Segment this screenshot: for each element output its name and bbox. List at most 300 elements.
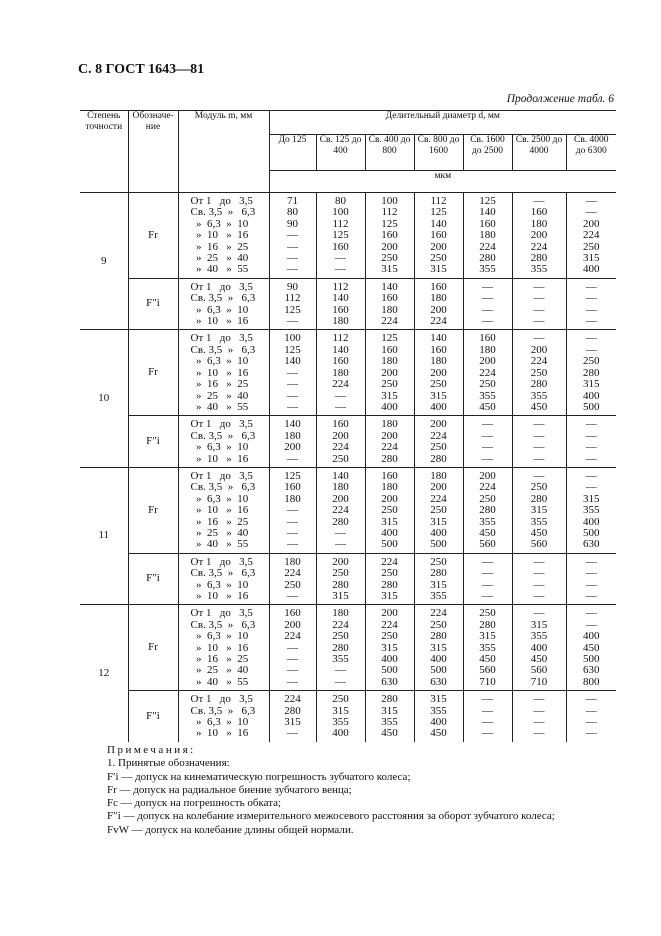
degree-cell: 10 [80,330,128,467]
page-header: С. 8 ГОСТ 1643—81 [78,62,205,77]
tolerance-value: 315 [284,716,301,729]
table-row [80,416,616,468]
tolerance-value: 140 [284,418,301,431]
tolerance-value: — [482,693,493,706]
module-range: Св. 3,5 » 6,3 [190,343,256,356]
tolerance-value: 250 [381,567,398,580]
module-range: От 1 до 3,5 [190,555,253,568]
value-cell [512,691,566,742]
tolerance-value: 224 [332,618,349,631]
tolerance-value: 280 [430,630,447,643]
header-unit: мкм [269,171,616,193]
module-range: От 1 до 3,5 [190,195,253,207]
tolerance-value: — [585,280,597,293]
tolerance-value: — [585,452,597,465]
tolerance-value: 224 [430,607,447,620]
tolerance-value: 355 [479,389,496,402]
tolerance-value: — [482,441,493,454]
tolerance-value: — [585,607,597,620]
tolerance-value: 180 [430,355,447,368]
module-range: » 6,3 » 10 [190,492,249,505]
tolerance-value: — [585,567,597,580]
tolerance-value: — [287,526,298,539]
value-cell [269,553,316,605]
tolerance-value: — [533,590,545,602]
tolerance-value: — [287,452,298,465]
tolerance-value: 250 [530,366,548,379]
module-range: Св. 3,5 » 6,3 [190,618,256,631]
value-cell [566,691,616,742]
module-range: » 16 » 25 [190,240,249,253]
tolerance-value: 125 [284,469,301,482]
tolerance-value: 710 [530,675,548,688]
tolerance-value: — [533,452,545,465]
tolerance-value: 224 [381,315,398,328]
tolerance-value: 180 [332,315,349,328]
value-cell [512,605,566,691]
tolerance-value: — [287,366,298,379]
module-range: Св. 3,5 » 6,3 [190,704,256,717]
tolerance-value: 200 [381,607,398,620]
tolerance-value: 280 [479,252,496,265]
tolerance-value: 630 [430,675,447,688]
module-range: » 10 » 16 [190,366,249,379]
tolerance-value: 280 [332,578,349,591]
module-range: » 6,3 » 10 [190,303,249,316]
tolerance-value: 224 [530,240,548,253]
module-range: » 40 » 55 [190,263,249,276]
notes-item-1: 1. Принятые обозначения: [107,757,230,770]
tolerance-value: 180 [284,555,301,568]
tolerance-value: 400 [381,653,398,666]
tolerance-value: 224 [530,355,548,368]
module-range: От 1 до 3,5 [190,418,253,431]
tolerance-value: 112 [284,292,301,305]
module-cell [178,416,269,468]
value-cell [316,553,365,605]
header-diameter-range: Св. 400 до 800 [365,135,414,171]
tolerance-value: — [585,206,597,219]
tolerance-value: 280 [479,618,496,631]
tolerance-value: 160 [332,355,349,368]
table-row [80,278,616,330]
tolerance-value: 355 [479,263,496,276]
value-cell [269,416,316,468]
tolerance-value: 140 [381,280,398,293]
tolerance-value: 160 [530,206,548,219]
notes-title: Примечания: [107,744,196,756]
tolerance-value: 180 [381,355,398,368]
tolerance-value: — [287,240,298,253]
tolerance-value: 250 [284,578,301,591]
module-range: » 6,3 » 10 [190,630,249,643]
tolerance-value: — [482,704,493,717]
tolerance-value: 500 [583,653,600,666]
tolerance-value: 160 [284,607,301,620]
value-cell [463,553,512,605]
module-range: » 40 » 55 [190,538,249,551]
tolerance-value: 200 [583,217,600,230]
tolerance-value: — [287,727,298,740]
module-range: » 10 » 16 [190,641,249,654]
tolerance-value: 224 [284,567,301,580]
tolerance-value: — [287,400,298,413]
tolerance-value: — [533,429,545,442]
tolerance-value: — [335,664,346,677]
tolerance-value: 355 [430,590,447,602]
tolerance-value: 250 [430,441,447,454]
tolerance-value: 315 [381,704,398,717]
tolerance-value: 560 [479,538,496,551]
tolerance-value: — [533,303,545,316]
value-cell [512,467,566,553]
value-cell [269,278,316,330]
tolerance-value: — [533,727,545,740]
tolerance-value: 315 [430,578,447,591]
value-cell [463,691,512,742]
tolerance-value: 450 [381,727,398,740]
tolerance-value: — [482,567,493,580]
tolerance-value: 200 [381,366,398,379]
tolerance-value: — [287,515,298,528]
tolerance-value: 630 [583,664,600,677]
module-range: Св. 3,5 » 6,3 [190,206,256,219]
module-range: » 10 » 16 [190,315,249,328]
value-cell [512,278,566,330]
tolerance-value: 180 [430,292,447,305]
tolerance-value: — [585,555,597,568]
tolerance-value: 100 [332,206,349,219]
tolerance-value: 180 [284,429,301,442]
header-diameter-range: Св. 1600 до 2500 [463,135,512,171]
value-cell [512,330,566,416]
designation-cell: Fr [128,330,178,416]
header-diameter-range: Св. 125 до 400 [316,135,365,171]
value-cell [463,330,512,416]
value-cell [269,193,316,279]
degree-cell: 11 [80,467,128,604]
tolerance-value: 250 [381,378,398,391]
note-def-fr: Fr — допуск на радиальное биение зубчатого венца; [107,783,352,796]
tolerance-value: — [533,716,545,729]
tolerance-value: 140 [332,292,349,305]
tolerance-value: — [335,526,346,539]
tolerance-value: 500 [583,526,600,539]
tolerance-value: 71 [287,195,298,207]
tolerance-value: 200 [284,441,301,454]
tolerance-value: 200 [430,303,447,316]
module-range: » 6,3 » 10 [190,441,249,454]
tolerance-value: 180 [479,343,496,356]
tolerance-value: 560 [479,664,496,677]
table-row [80,467,616,553]
tolerance-value: 250 [430,618,447,631]
tolerance-value: 250 [332,567,349,580]
tolerance-value: 200 [332,492,349,505]
module-range: » 16 » 25 [190,378,249,391]
tolerance-value: 180 [381,303,398,316]
tolerance-value: 450 [479,400,496,413]
tolerance-value: — [287,504,298,517]
tolerance-value: 280 [430,567,447,580]
module-range: » 25 » 40 [190,389,249,402]
tolerance-value: 280 [530,378,548,391]
tolerance-value: 224 [479,240,496,253]
tolerance-value: 400 [430,526,447,539]
value-cell [566,416,616,468]
tolerance-value: 315 [583,492,600,505]
tolerance-value: 500 [430,538,447,551]
module-range: » 10 » 16 [190,590,249,602]
tolerance-value: — [533,195,545,207]
module-range: » 10 » 16 [190,504,249,517]
module-range: Св. 3,5 » 6,3 [190,481,256,494]
module-range: » 16 » 25 [190,653,249,666]
tolerance-value: 160 [430,229,447,242]
value-cell [365,416,414,468]
tolerance-value: 450 [530,400,548,413]
tolerance-value: 450 [583,641,600,654]
tolerance-value: — [585,441,597,454]
tolerance-value: 250 [430,252,447,265]
module-range: От 1 до 3,5 [190,469,253,482]
tolerance-value: 160 [381,469,398,482]
tolerance-value: 400 [583,515,600,528]
tolerance-value: 315 [583,378,600,391]
tolerance-value: 140 [430,332,447,345]
tolerance-value: — [287,538,298,551]
header-diameter-range: Св. 4000 до 6300 [573,135,609,156]
tolerance-value: — [287,641,298,654]
tolerance-value: 250 [381,630,398,643]
value-cell [365,605,414,691]
tolerance-value: 224 [430,315,447,328]
value-cell [269,605,316,691]
tolerance-value: 355 [479,641,496,654]
note-def-fc: Fc — допуск на погрешность обката; [107,797,282,810]
tolerance-value: 180 [332,366,349,379]
table-continuation-label: Продолжение табл. 6 [506,93,614,105]
tolerance-value: 125 [332,229,349,242]
module-range: » 6,3 » 10 [190,355,249,368]
module-range: » 10 » 16 [190,229,249,242]
tolerance-value: 140 [332,469,349,482]
value-cell [566,605,616,691]
tolerance-value: 280 [381,452,398,465]
tolerance-value: — [585,195,597,207]
tolerance-value: 224 [381,555,398,568]
tolerance-value: — [287,389,298,402]
tolerance-value: 355 [479,515,496,528]
tolerance-value: 355 [530,263,548,276]
tolerance-value: 112 [381,206,398,219]
module-range: » 10 » 16 [190,727,249,740]
tolerance-value: 224 [479,366,496,379]
tolerance-value: 224 [430,492,447,505]
note-def-fvw: FvW — допуск на колебание длины общей нормали. [107,823,354,836]
tolerance-value: 160 [479,217,496,230]
table-row [80,691,616,742]
tolerance-value: 140 [430,217,447,230]
tolerance-value: 160 [284,481,301,494]
tolerance-value: 200 [530,229,548,242]
tolerance-value: — [482,303,493,316]
tolerance-value: 630 [583,538,600,551]
tolerance-value: — [585,716,597,729]
tolerance-value: 500 [583,400,600,413]
value-cell [463,416,512,468]
tolerance-value: 160 [381,343,398,356]
tolerance-value: 250 [479,607,496,620]
tolerance-value: — [533,280,545,293]
tolerance-value: 224 [332,441,349,454]
tolerance-value: — [482,578,493,591]
module-range: » 6,3 » 10 [190,217,249,230]
tolerance-value: — [335,389,346,402]
tolerance-value: — [482,452,493,465]
tolerance-value: 315 [430,389,447,402]
value-cell [414,193,463,279]
tolerance-value: 160 [479,332,496,345]
tolerance-value: — [585,590,597,602]
designation-cell: F″i [128,691,178,742]
tolerance-value: 400 [430,716,447,729]
tolerance-value: 250 [430,378,447,391]
tolerance-value: 280 [530,492,548,505]
note-def-fi-double-prime: F″i — допуск на колебание измерительного межосевого расстояния за оборот зубчатого колеса; [107,810,555,823]
tolerance-value: — [533,607,545,620]
tolerance-value: 180 [381,481,398,494]
designation-cell: Fr [128,467,178,553]
note-def-fi-prime: F′i — допуск на кинематическую погрешность зубчатого колеса; [107,770,411,783]
tolerance-value: 355 [530,515,548,528]
tolerance-value: 90 [287,217,298,230]
tolerance-value: 125 [479,195,496,207]
value-cell [414,467,463,553]
module-range: » 6,3 » 10 [190,578,249,591]
tolerance-value: 100 [284,332,301,345]
tolerance-value: 450 [479,526,496,539]
tolerance-value: — [287,229,298,242]
tolerance-value: — [482,727,493,740]
designation-cell: F″i [128,278,178,330]
tolerance-value: 250 [583,240,600,253]
tolerance-value: — [287,252,298,265]
tolerance-value: — [335,252,346,265]
header-diameter-range: Св. 800 до 1600 [414,135,463,171]
module-cell [178,553,269,605]
table-row [80,553,616,605]
tolerance-value: 250 [530,481,548,494]
tolerance-value: 400 [332,727,349,740]
tolerance-value: — [287,664,298,677]
value-cell [316,691,365,742]
module-cell [178,691,269,742]
tolerance-value: — [533,469,545,482]
tolerance-value: 560 [530,538,548,551]
tolerance-value: 180 [381,418,398,431]
tolerance-value: 315 [430,641,447,654]
tolerance-value: 315 [332,704,349,717]
tolerance-value: 80 [287,206,298,219]
tolerance-value: 160 [332,418,349,431]
tolerance-value: 100 [381,195,398,207]
tolerance-value: 280 [332,641,349,654]
tolerance-value: 112 [332,280,349,293]
tolerance-value: — [287,378,298,391]
tolerance-value: 500 [430,664,447,677]
tolerance-value: 200 [284,618,301,631]
value-cell [414,605,463,691]
tolerance-value: — [585,578,597,591]
module-range: » 10 » 16 [190,452,249,465]
value-cell [316,193,365,279]
tolerance-value: 200 [430,366,447,379]
tolerance-value: 250 [430,504,447,517]
header-designation: Обозначе-ние [128,111,178,193]
tolerance-value: 280 [284,704,301,717]
tolerance-value: — [585,343,597,356]
tolerance-value: 355 [583,504,600,517]
tolerance-value: 400 [583,263,600,276]
tolerance-value: 180 [332,481,349,494]
value-cell [512,193,566,279]
tolerance-table [80,110,616,742]
tolerance-value: — [533,704,545,717]
tolerance-value: — [335,538,346,551]
tolerance-value: — [482,716,493,729]
tolerance-value: 315 [430,515,447,528]
tolerance-value: 125 [430,206,447,219]
tolerance-value: 450 [530,526,548,539]
tolerance-value: 180 [530,217,548,230]
tolerance-value: 315 [430,693,447,706]
tolerance-value: 160 [332,240,349,253]
value-cell [414,691,463,742]
tolerance-value: — [287,263,298,276]
tolerance-value: 160 [381,229,398,242]
module-range: От 1 до 3,5 [190,332,253,345]
tolerance-value: 224 [583,229,600,242]
tolerance-value: — [533,418,545,431]
tolerance-value: 800 [583,675,600,688]
tolerance-value: 400 [530,641,548,654]
tolerance-value: 140 [479,206,496,219]
tolerance-value: 250 [332,693,349,706]
value-cell [463,278,512,330]
tolerance-value: 250 [479,378,496,391]
value-cell [512,553,566,605]
header-degree: Степень точности [80,111,128,193]
tolerance-value: — [533,555,545,568]
tolerance-value: 250 [430,555,447,568]
tolerance-value: — [585,429,597,442]
tolerance-value: — [482,555,493,568]
tolerance-value: — [585,704,597,717]
header-module: Модуль m, мм [178,111,269,193]
tolerance-value: 180 [284,492,301,505]
module-range: » 40 » 55 [190,400,249,413]
tolerance-value: 315 [381,515,398,528]
value-cell [414,416,463,468]
tolerance-value: 500 [381,664,398,677]
module-range: Св. 3,5 » 6,3 [190,429,256,442]
tolerance-value: 315 [381,263,398,276]
degree-cell: 9 [80,193,128,330]
tolerance-value: 125 [284,303,301,316]
tolerance-value: 250 [381,504,398,517]
tolerance-value: — [533,332,545,345]
